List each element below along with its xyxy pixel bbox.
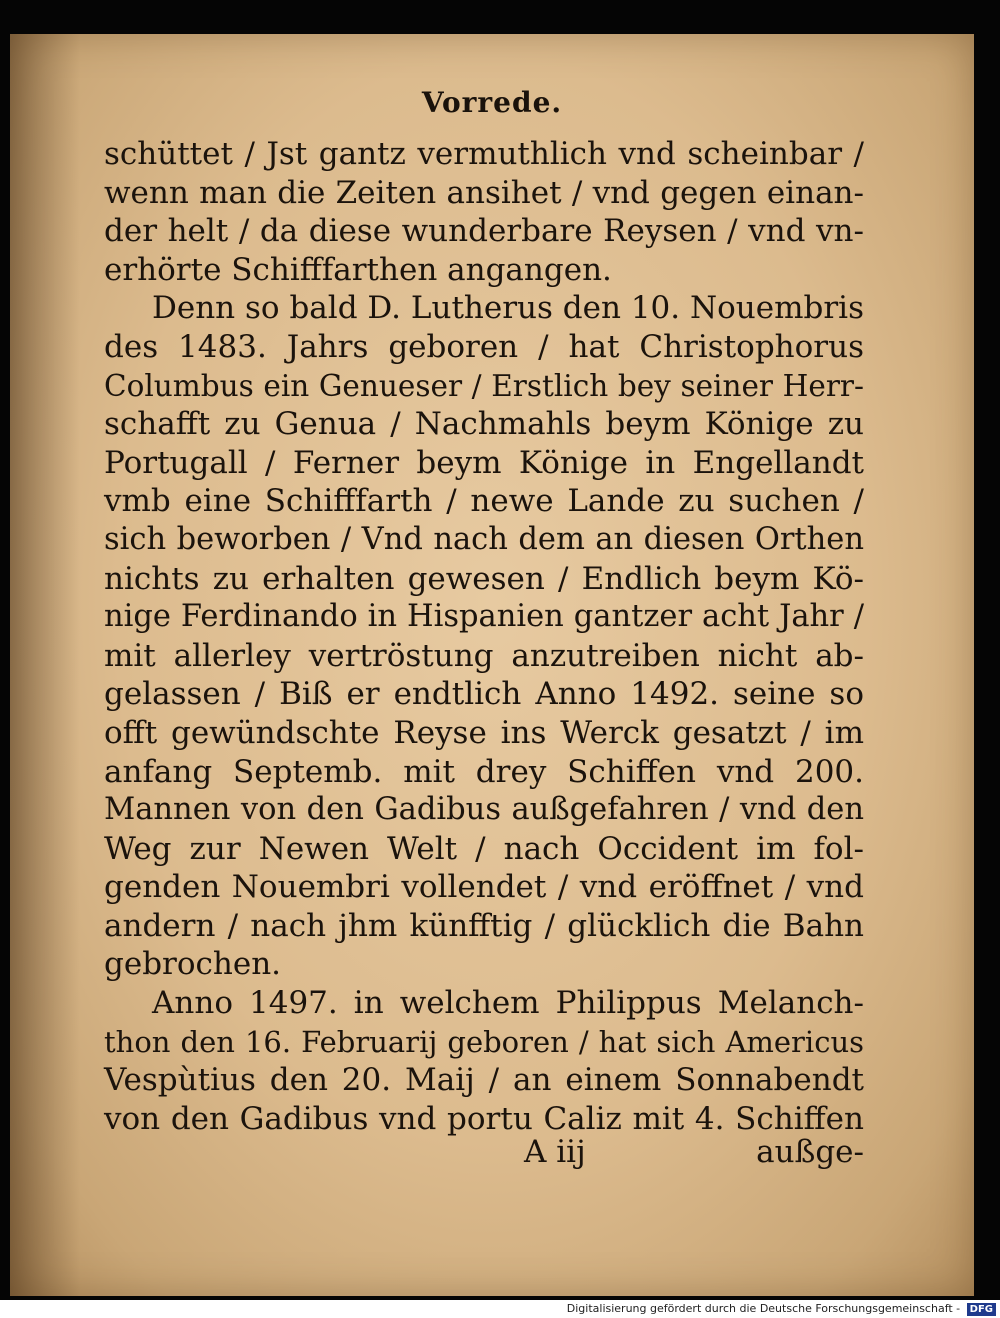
text-line: Portugall / Ferner beym Könige in Engellandt: [104, 444, 864, 481]
page-footer-line: [104, 1134, 864, 1174]
text-line: genden Nouembri vollendet / vnd eröffnet / vnd: [104, 869, 864, 906]
text-line: Vespùtius den 20. Maij / an einem Sonnabendt: [104, 1062, 864, 1099]
text-line: andern / nach jhm künfftig / glücklich die Bahn: [104, 907, 864, 944]
text-line: sich beworben / Vnd nach dem an diesen Orthen: [104, 521, 864, 557]
text-line: gelassen / Biß er endtlich Anno 1492. seine so: [104, 676, 864, 713]
dfg-logo: DFG: [967, 1303, 996, 1316]
text-line: der helt / da diese wunderbare Reysen / vnd vn-: [104, 213, 864, 250]
book-page: [10, 34, 974, 1296]
catchword: außge-: [756, 1134, 864, 1170]
signature-mark: A iij: [524, 1134, 586, 1170]
text-line: gebrochen.: [104, 946, 282, 983]
body-text: [104, 135, 864, 1138]
text-line: schüttet / Jst gantz vermuthlich vnd scheinbar /: [104, 136, 864, 172]
text-line: Anno 1497. in welchem Philippus Melanch-: [152, 985, 864, 1022]
text-line: mit allerley vertröstung anzutreiben nicht ab-: [104, 637, 864, 674]
text-line: von den Gadibus vnd portu Caliz mit 4. Schiffen: [104, 1100, 864, 1137]
text-line: des 1483. Jahrs geboren / hat Christophorus: [104, 328, 864, 365]
page-fold-shadow: [10, 34, 80, 1296]
digitization-credit-bar: [0, 1300, 1000, 1318]
text-line: wenn man die Zeiten ansihet / vnd gegen einan-: [104, 174, 864, 211]
text-line: vmb eine Schifffarth / newe Lande zu suchen /: [104, 483, 864, 520]
text-line: anfang Septemb. mit drey Schiffen vnd 200.: [104, 753, 864, 790]
text-line: Mannen von den Gadibus außgefahren / vnd den: [104, 792, 864, 828]
text-line: schafft zu Genua / Nachmahls beym Könige zu: [104, 406, 864, 443]
text-line: offt gewündschte Reyse ins Werck gesatzt / im: [104, 714, 864, 751]
credit-text: Digitalisierung gefördert durch die Deutsche Forschungsgemeinschaft -: [566, 1302, 961, 1315]
text-line: Columbus ein Genueser / Erstlich bey seiner Herr-: [104, 368, 864, 403]
text-line: nige Ferdinando in Hispanien gantzer acht Jahr /: [104, 599, 864, 635]
text-line: nichts zu erhalten gewesen / Endlich beym Kö-: [104, 560, 864, 597]
text-line: Denn so bald D. Lutherus den 10. Nouembris: [152, 290, 864, 327]
text-line: Weg zur Newen Welt / nach Occident im fol-: [104, 830, 864, 867]
running-header: Vorrede.: [421, 86, 563, 119]
text-line: erhörte Schifffarthen angangen.: [104, 251, 612, 288]
text-line: thon den 16. Februarij geboren / hat sich Americus: [104, 1024, 864, 1059]
